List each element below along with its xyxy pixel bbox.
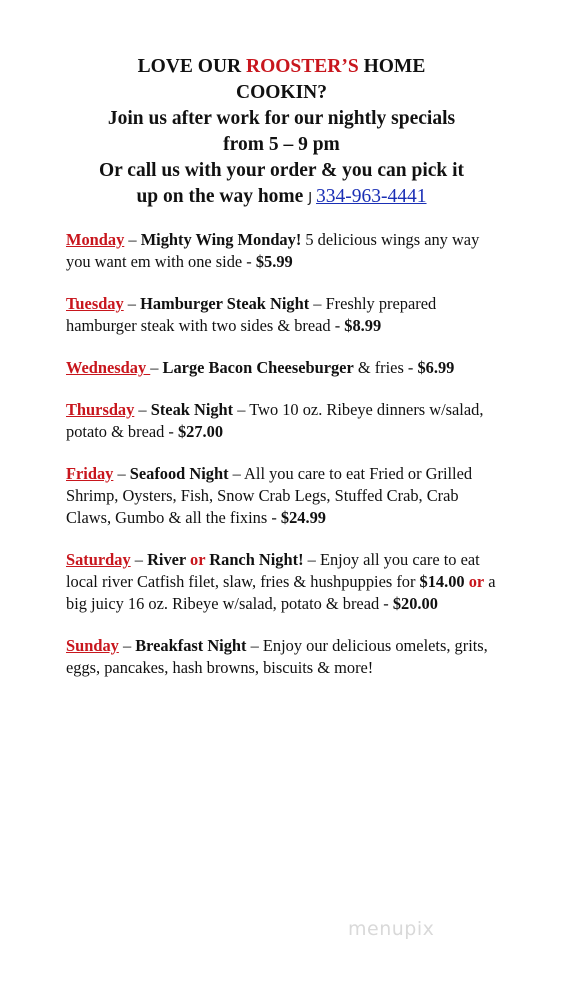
special-description: – Enjoy all you care to eat local river Catfish filet, slaw, fries & hushpuppies for xyxy=(66,550,480,591)
special-name: Hamburger Steak Night xyxy=(140,294,310,313)
special-sunday xyxy=(66,635,506,679)
special-name: Large Bacon Cheeseburger xyxy=(162,358,354,377)
header-love-our: LOVE OUR xyxy=(137,56,247,77)
specials-list xyxy=(66,229,506,699)
special-description: – Two 10 oz. Ribeye dinners w/salad, potato & bread - xyxy=(66,400,484,441)
special-name: Breakfast Night xyxy=(135,636,247,655)
special-friday xyxy=(66,463,506,529)
menupix-watermark: menupix xyxy=(348,918,435,940)
or-word: or xyxy=(190,550,206,569)
special-wednesday xyxy=(66,357,506,379)
special-description: – Enjoy our delicious omelets, grits, eggs, pancakes, hash browns, biscuits & more! xyxy=(66,636,488,677)
day-wednesday: Wednesday xyxy=(66,358,151,377)
header-line-3: Join us after work for our nightly specials xyxy=(107,108,456,129)
special-price: $27.00 xyxy=(177,422,224,441)
special-price-ribeye: $20.00 xyxy=(392,594,438,613)
special-name: Seafood Night xyxy=(129,464,229,483)
or-word: or xyxy=(468,572,485,591)
header-line-5: Or call us with your order & you can pick it xyxy=(98,160,465,181)
special-price: $5.99 xyxy=(255,252,293,271)
day-tuesday: Tuesday xyxy=(66,294,124,313)
special-tuesday xyxy=(66,293,506,337)
special-description: – All you care to eat Fried or Grilled Shrimp, Oysters, Fish, Snow Crab Legs, Stuffed Crab, Crab Claws, Gumbo & all the fixins - xyxy=(66,464,473,527)
header xyxy=(0,54,563,212)
special-price: $6.99 xyxy=(417,358,455,377)
special-price: $24.99 xyxy=(280,508,326,527)
day-thursday: Thursday xyxy=(66,400,135,419)
header-home: HOME xyxy=(358,56,426,77)
day-saturday: Saturday xyxy=(66,550,131,569)
separator: – xyxy=(123,294,141,313)
separator: – xyxy=(150,358,163,377)
special-description: – Freshly prepared hamburger steak with two sides & bread - xyxy=(66,294,437,335)
special-saturday xyxy=(66,549,506,615)
special-description: a big juicy 16 oz. Ribeye w/salad, potato & bread - xyxy=(66,572,496,613)
header-line-6 xyxy=(0,184,563,212)
special-name: Mighty Wing Monday! xyxy=(140,230,302,249)
special-name: Steak Night xyxy=(150,400,234,419)
day-friday: Friday xyxy=(66,464,114,483)
day-sunday: Sunday xyxy=(66,636,119,655)
special-description: 5 delicious wings any way you want em with one side - xyxy=(66,230,480,271)
separator: – xyxy=(124,230,141,249)
header-pickup-text: up on the way home xyxy=(136,186,304,207)
day-monday: Monday xyxy=(66,230,125,249)
separator: – xyxy=(113,464,130,483)
separator: – xyxy=(134,400,151,419)
separator: – xyxy=(130,550,148,569)
brand-name: ROOSTER’S xyxy=(246,56,359,77)
phone-icon: J xyxy=(308,191,313,206)
special-name-river: River xyxy=(147,550,190,569)
header-line-1 xyxy=(0,54,563,80)
special-price-catfish: $14.00 xyxy=(419,572,465,591)
separator: – xyxy=(118,636,136,655)
special-name-ranch: Ranch Night! xyxy=(205,550,304,569)
special-description: & fries - xyxy=(353,358,418,377)
header-line-2: COOKIN? xyxy=(235,82,327,103)
special-thursday xyxy=(66,399,506,443)
header-line-4: from 5 – 9 pm xyxy=(223,134,340,155)
special-monday xyxy=(66,229,506,273)
phone-link[interactable]: 334-963-4441 xyxy=(316,186,427,207)
special-price: $8.99 xyxy=(344,316,382,335)
